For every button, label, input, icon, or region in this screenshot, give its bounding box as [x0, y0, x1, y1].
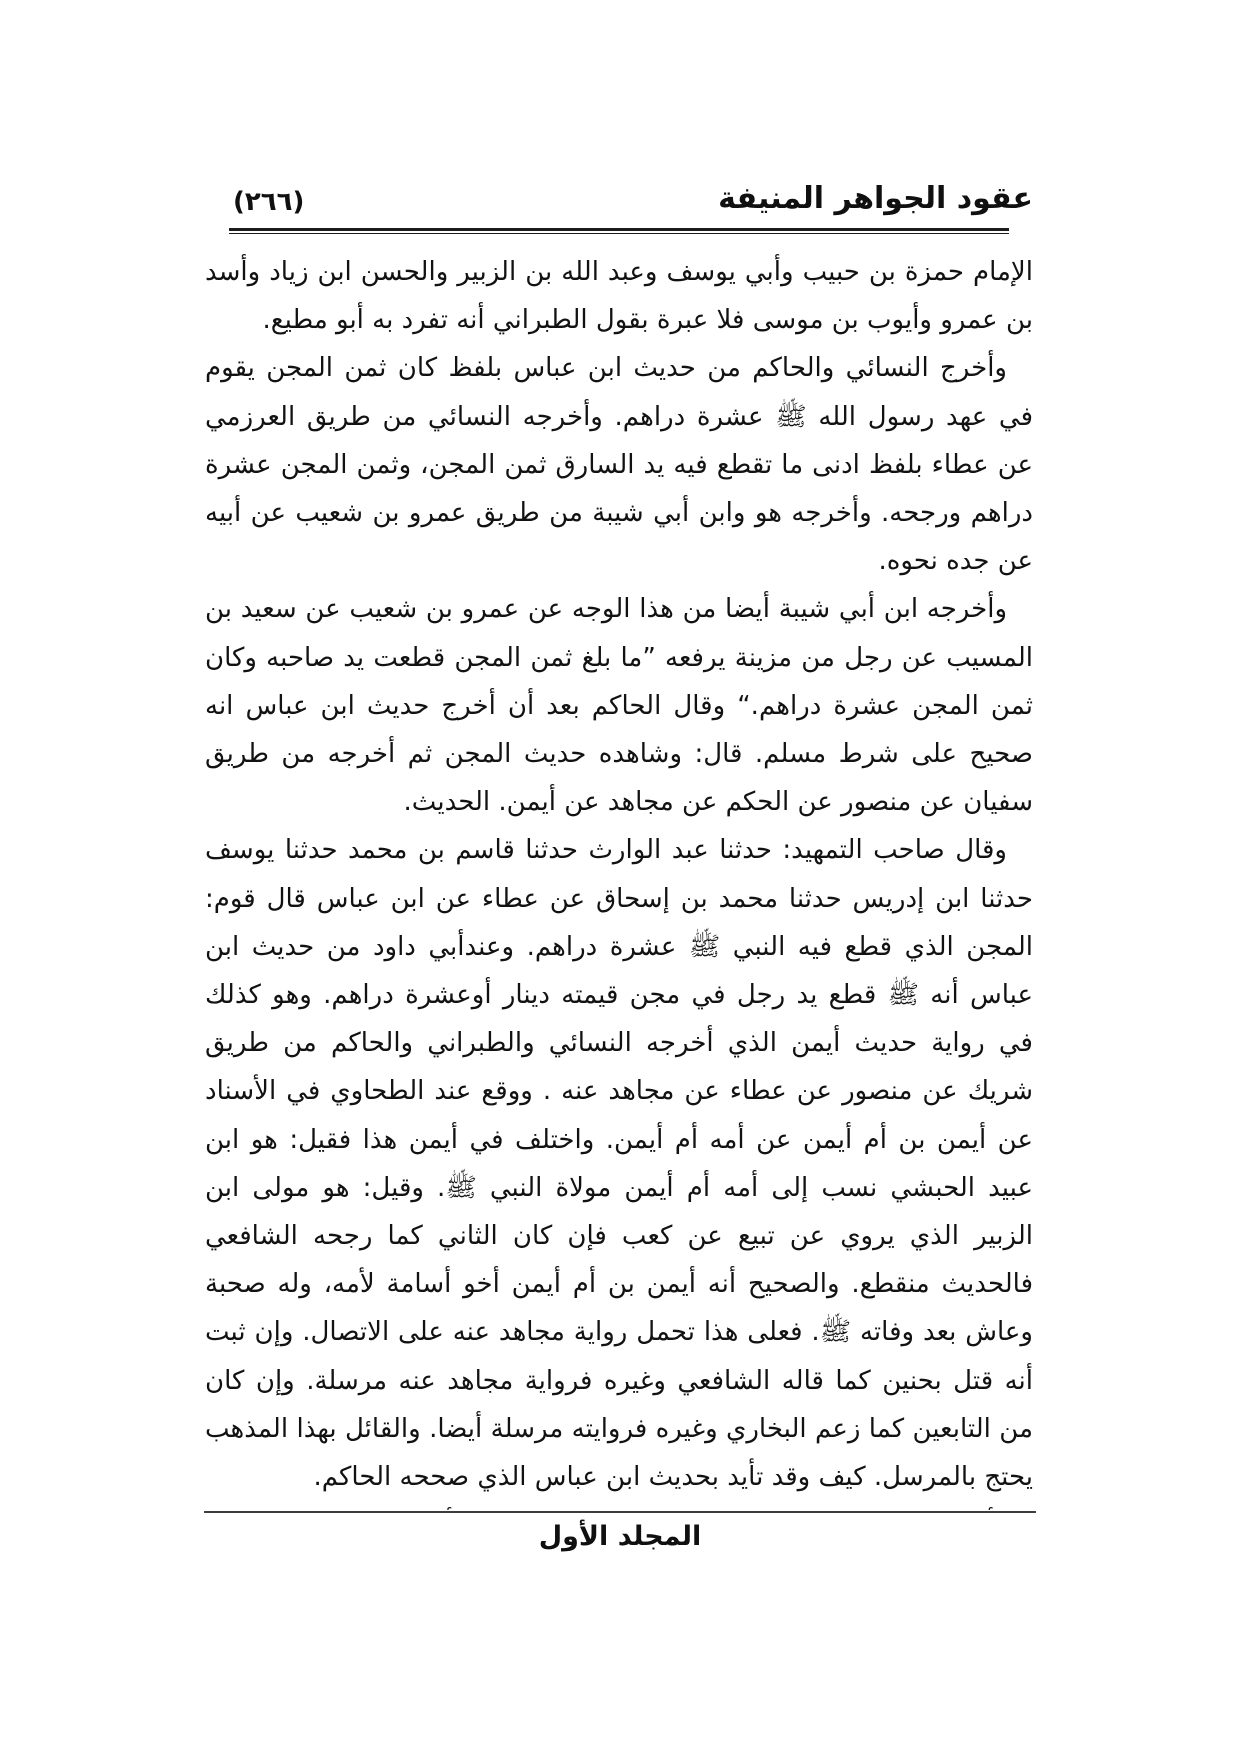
footer-rule [204, 1511, 1036, 1513]
page-content [205, 164, 1033, 1510]
header-rule [229, 228, 1009, 234]
page-number: (٢٦٦) [233, 186, 305, 217]
body-text [205, 248, 1033, 1510]
page-footer [204, 1511, 1036, 1552]
paragraph-2: وأخرج النسائي والحاكم من حديث ابن عباس بلفظ كان ثمن المجن يقوم في عهد رسول الله ﷺ عشرة دراهم. وأخرجه النسائي من طريق العرزمي عن عطاء بلفظ ادنى ما تقطع فيه يد السارق ثمن المجن، وثمن المجن عشرة دراهم ورجحه. وأخرجه هو وابن أبي شيبة من طريق عمرو بن شعيب عن أبيه عن جده نحوه. [205, 353, 1033, 577]
paragraph-5 [205, 1501, 1033, 1510]
paragraph-1: الإمام حمزة بن حبيب وأبي يوسف وعبد الله بن الزبير والحسن ابن زياد وأسد بن عمرو وأيوب بن موسى فلا عبرة بقول الطبراني أنه تفرد به أبو مطيع. [205, 257, 1033, 336]
paragraph-4: وقال صاحب التمهيد: حدثنا عبد الوارث حدثنا قاسم بن محمد حدثنا يوسف حدثنا ابن إدريس حدثنا محمد بن إسحاق عن عطاء عن ابن عباس قال قوم: المجن الذي قطع فيه النبي ﷺ عشرة دراهم. وعندأبي داود من حديث ابن عباس أنه ﷺ قطع يد رجل في مجن قيمته دينار أوعشرة دراهم. وهو كذلك في رواية حديث أيمن الذي أخرجه النسائي والطبراني والحاكم من طريق شريك عن منصور عن عطاء عن مجاهد عنه . ووقع عند الطحاوي في الأسناد عن أيمن بن أم أيمن عن أمه أم أيمن. واختلف في أيمن هذا فقيل: هو ابن عبيد الحبشي نسب إلى أمه أم أيمن مولاة النبي ﷺ. وقيل: هو مولى ابن الزبير الذي يروي عن تبيع عن كعب فإن كان الثاني كما رجحه الشافعي فالحديث منقطع. والصحيح أنه أيمن بن أم أيمن أخو أسامة لأمه، وله صحبة وعاش بعد وفاته ﷺ. فعلى هذا تحمل رواية مجاهد عنه على الاتصال. وإن ثبت أنه قتل بحنين كما قاله الشافعي وغيره فرواية مجاهد عنه مرسلة. وإن كان من التابعين كما زعم البخاري وغيره فروايته مرسلة أيضا. والقائل بهذا المذهب يحتج بالمرسل. كيف وقد تأيد بحديث ابن عباس الذي صححه الحاكم. [205, 835, 1033, 1493]
paragraph-3: وأخرجه ابن أبي شيبة أيضا من هذا الوجه عن عمرو بن شعيب عن سعيد بن المسيب عن رجل من مزينة يرفعه ”ما بلغ ثمن المجن قطعت يد صاحبه وكان ثمن المجن عشرة دراهم.“ وقال الحاكم بعد أن أخرج حديث ابن عباس انه صحيح على شرط مسلم. قال: وشاهده حديث المجن ثم أخرجه من طريق سفيان عن منصور عن الحكم عن مجاهد عن أيمن. الحديث. [205, 594, 1033, 818]
page-header [205, 164, 1033, 220]
volume-label: المجلد الأول [538, 1521, 702, 1552]
book-title: عقود الجواهر المنيفة [718, 181, 1033, 216]
